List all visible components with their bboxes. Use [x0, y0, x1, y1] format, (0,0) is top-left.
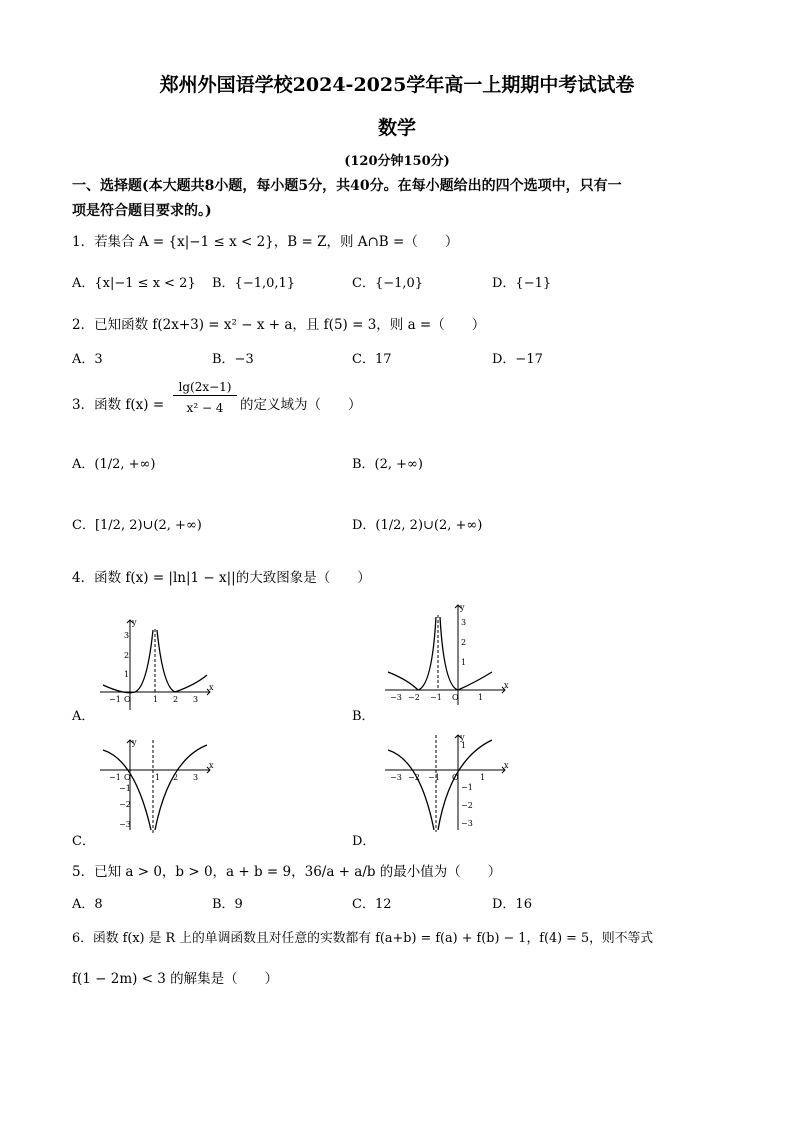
section-heading-line1: 一、选择题(本大题共8小题，每小题5分，共40分。在每小题给出的四个选项中，只有一	[72, 178, 622, 194]
question-3-fraction-denominator: x² − 4	[186, 401, 224, 415]
svg-text:−1: −1	[428, 773, 440, 782]
svg-text:y: y	[132, 618, 137, 627]
svg-text:−1: −1	[109, 773, 121, 782]
svg-text:O: O	[124, 695, 131, 704]
svg-text:−2: −2	[119, 800, 131, 809]
question-4-option-c: C．	[72, 834, 95, 849]
question-2-option-d: D．−17	[492, 352, 543, 367]
graph-option-d	[380, 730, 510, 835]
svg-text:2: 2	[173, 773, 179, 782]
svg-text:1: 1	[124, 670, 130, 679]
question-3-stem-suffix: 的定义域为（ ）	[240, 397, 362, 413]
svg-text:−3: −3	[390, 773, 402, 782]
question-2-option-b: B．−3	[212, 352, 254, 367]
svg-text:O: O	[452, 693, 459, 702]
svg-text:O: O	[452, 773, 459, 782]
svg-text:y: y	[460, 603, 465, 612]
question-3-option-c: C．[1/2, 2)∪(2, +∞)	[72, 518, 202, 533]
question-5-stem: 5．已知 a > 0，b > 0，a + b = 9，36/a + a/b 的最小值为（ ）	[72, 864, 502, 880]
svg-text:1: 1	[153, 695, 159, 704]
question-1-option-d: D．{−1}	[492, 276, 552, 291]
svg-text:O: O	[124, 773, 131, 782]
question-3-option-d: D．(1/2, 2)∪(2, +∞)	[352, 518, 483, 533]
question-4-stem: 4．函数 f(x) = |ln|1 − x||的大致图象是（ ）	[72, 570, 371, 586]
question-1-option-b: B．{−1,0,1}	[212, 276, 296, 291]
question-5-option-d: D．16	[492, 897, 532, 912]
svg-text:−2: −2	[461, 801, 473, 810]
svg-text:−2: −2	[408, 693, 420, 702]
question-3-stem-prefix: 3．函数 f(x) =	[72, 397, 165, 413]
svg-text:3: 3	[124, 631, 130, 640]
subject-title: 数学	[377, 117, 416, 139]
question-2-option-c: C．17	[352, 352, 392, 367]
svg-text:−3: −3	[119, 820, 131, 829]
svg-text:2: 2	[124, 651, 130, 660]
question-4-option-d: D．	[352, 834, 376, 849]
graph-option-b	[380, 600, 510, 710]
section-heading-line2: 项是符合题目要求的。)	[72, 203, 212, 219]
svg-text:1: 1	[461, 741, 467, 750]
svg-text:−3: −3	[461, 819, 473, 828]
question-1-option-a: A．{x|−1 ≤ x < 2}	[72, 276, 196, 291]
question-1-stem: 1．若集合 A = {x|−1 ≤ x < 2}，B = Z，则 A∩B =（ ）	[72, 234, 459, 250]
question-4-option-a: A．	[72, 709, 95, 724]
svg-text:x: x	[209, 761, 214, 770]
svg-text:3: 3	[193, 773, 199, 782]
svg-text:x: x	[504, 681, 509, 690]
question-5-option-b: B．9	[212, 897, 243, 912]
svg-text:2: 2	[173, 695, 179, 704]
svg-text:2: 2	[461, 638, 467, 647]
graph-option-a	[95, 615, 215, 715]
question-6-stem: 6．函数 f(x) 是 R 上的单调函数且对任意的实数都有 f(a+b) = f(a) + f(b) − 1，f(4) = 5，则不等式	[72, 931, 654, 946]
svg-text:−1: −1	[119, 784, 131, 793]
graph-option-c	[95, 735, 215, 835]
question-5-option-c: C．12	[352, 897, 392, 912]
svg-text:x: x	[504, 761, 509, 770]
question-3-fraction-numerator: lg(2x−1)	[173, 380, 237, 396]
question-4-option-b: B．	[352, 709, 375, 724]
svg-text:y: y	[460, 733, 465, 742]
svg-text:−3: −3	[390, 693, 402, 702]
svg-text:−1: −1	[109, 695, 121, 704]
svg-text:3: 3	[193, 695, 199, 704]
question-2-option-a: A．3	[72, 352, 103, 367]
svg-text:−1: −1	[461, 783, 473, 792]
svg-text:y: y	[132, 738, 137, 747]
svg-text:1: 1	[478, 693, 484, 702]
question-6-stem-line2: f(1 − 2m) < 3 的解集是（ ）	[72, 971, 279, 987]
question-3-option-a: A．(1/2, +∞)	[72, 457, 156, 472]
question-5-option-a: A．8	[72, 897, 103, 912]
svg-text:3: 3	[461, 618, 467, 627]
exam-title: 郑州外国语学校2024-2025学年高一上期期中考试试卷	[159, 74, 635, 96]
question-1-option-c: C．{−1,0}	[352, 276, 424, 291]
svg-text:−2: −2	[408, 773, 420, 782]
svg-text:1: 1	[480, 773, 486, 782]
svg-text:−1: −1	[430, 693, 442, 702]
question-2-stem: 2．已知函数 f(2x+3) = x² − x + a，且 f(5) = 3，则 a =（ ）	[72, 317, 486, 333]
svg-text:1: 1	[461, 658, 467, 667]
question-3-option-b: B．(2, +∞)	[352, 457, 423, 472]
svg-text:1: 1	[155, 773, 161, 782]
svg-text:x: x	[209, 683, 214, 692]
time-info: (120分钟150分)	[344, 154, 450, 169]
